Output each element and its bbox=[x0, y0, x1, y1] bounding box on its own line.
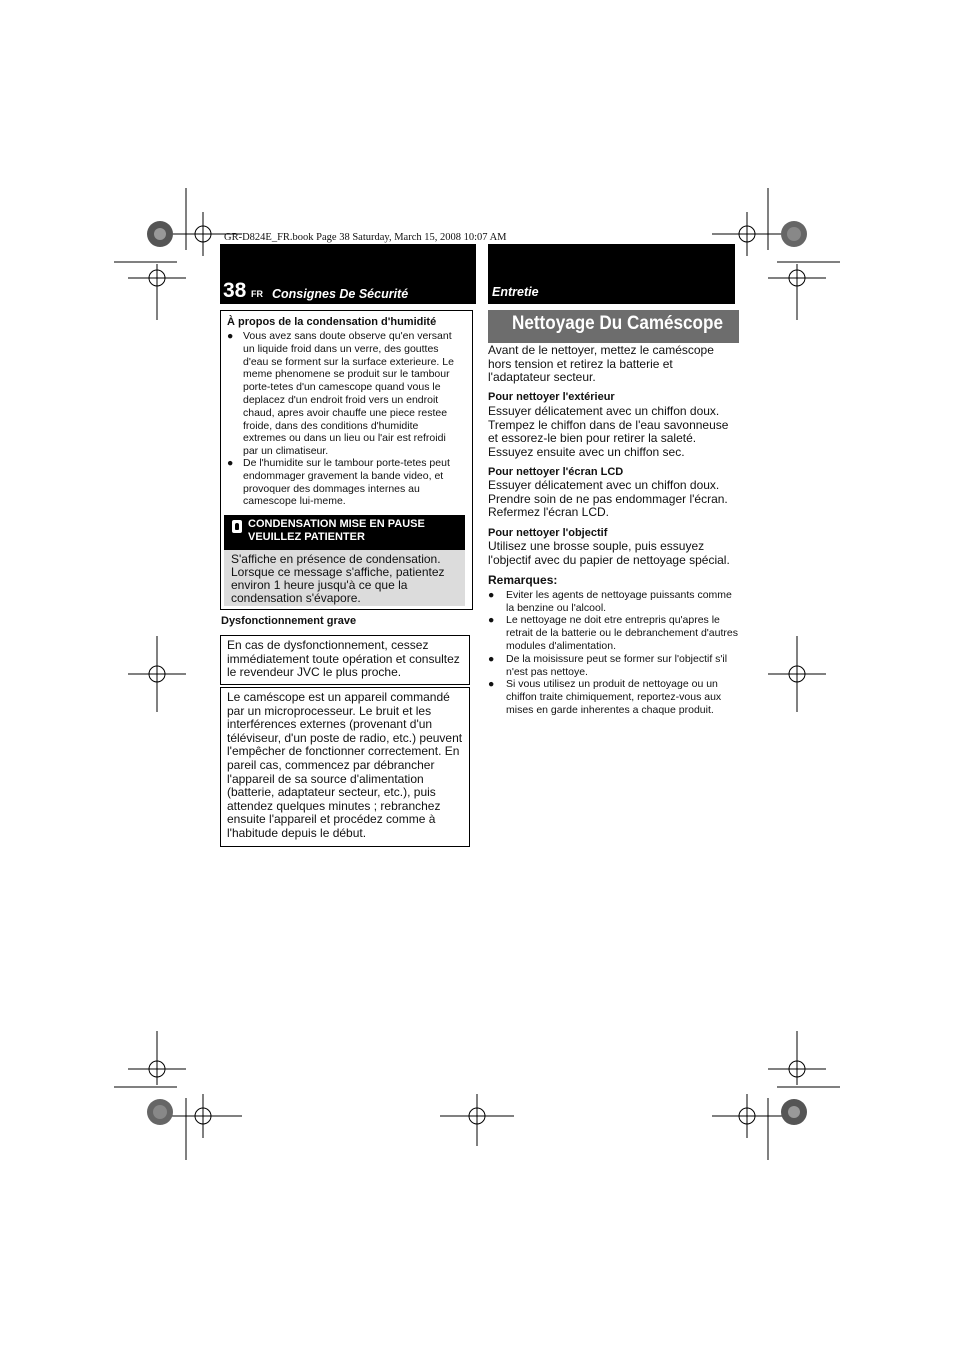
right-section-bar bbox=[488, 244, 735, 304]
list-item: ● Vous avez sans doute observe qu'en versant un liquide froid dans un verre, des gouttes d'eau se forment sur la surface exterieure. Le meme phenomene se produit sur le tambour porte-tetes d'un camescope quand vous le deplacez d'un endroit froid vers un endroit chaud, apres avoir chauffe une piece restee froide, dans des conditions d'humidite extremes ou dans un lieu ou l'air est refroidi par un climatiseur. bbox=[227, 330, 454, 458]
bullet-icon: ● bbox=[227, 457, 234, 469]
language-code: FR bbox=[251, 289, 263, 299]
section-title-left: Consignes De Sécurité bbox=[272, 287, 409, 301]
notice-body-text: S'affiche en présence de condensation. Lorsque ce message s'affiche, patientez environ 1 heure jusqu'à ce que la condensation s'évapore. bbox=[231, 552, 445, 605]
list-item: ● De l'humidite sur le tambour porte-tetes peut endommager gravement la bande video, et provoquer des dommages internes au camescope lui-meme. bbox=[227, 457, 450, 508]
section-title-right: Entretie bbox=[492, 285, 539, 299]
exterior-text: Essuyer délicatement avec un chiffon doux. Trempez le chiffon dans de l'eau savonneuse et essorez-le bien pour retirer la saleté. Essuyez ensuite avec un chiffon sec. bbox=[488, 404, 729, 459]
condensation-box bbox=[220, 310, 473, 610]
cleaning-intro: Avant de le nettoyer, mettez le caméscope hors tension et retirez la batterie et l'adaptateur secteur. bbox=[488, 343, 714, 385]
notice-title-line-2: VEUILLEZ PATIENTER bbox=[248, 531, 365, 543]
lcd-heading: Pour nettoyer l'écran LCD bbox=[488, 466, 624, 478]
notice-title-line-1: CONDENSATION MISE EN PAUSE bbox=[248, 518, 425, 530]
page-title: Nettoyage Du Caméscope bbox=[512, 313, 723, 334]
list-item: ● Le nettoyage ne doit etre entrepris qu'apres le retrait de la batterie ou le debranchement d'autres modules d'alimentation. bbox=[488, 614, 738, 652]
malfunction-text-2: Le caméscope est un appareil commandé par un microprocesseur. Le bruit et les interférences externes (provenant d'un téléviseur, d'un poste de radio, etc.) peuvent l'empêcher de fonctionner correctement. En pareil cas, commencez par débrancher l'appareil de sa source d'alimentation (batterie, adaptateur secteur, etc.), puis attendez quelques minutes ; rebranchez ensuite l'appareil et procédez comme à l'habitude depuis le début. bbox=[227, 690, 463, 840]
drop-warning-icon bbox=[232, 520, 242, 533]
lcd-text: Essuyer délicatement avec un chiffon doux. Prendre soin de ne pas endommager l'écran. Refermez l'écran LCD. bbox=[488, 478, 728, 520]
list-item: ● De la moisissure peut se former sur l'objectif s'il n'est pas nettoye. bbox=[488, 653, 728, 678]
bullet-icon: ● bbox=[488, 653, 495, 665]
malfunction-text-1: En cas de dysfonctionnement, cessez immédiatement toute opération et consultez le revendeur JVC le plus proche. bbox=[227, 638, 460, 680]
page-number: 38 bbox=[223, 279, 247, 302]
malfunction-box-1 bbox=[220, 635, 470, 685]
malfunction-box-2 bbox=[220, 687, 470, 847]
file-header-line: GR-D824E_FR.book Page 38 Saturday, March 15, 2008 10:07 AM bbox=[224, 232, 507, 243]
condensation-title: À propos de la condensation d'humidité bbox=[227, 316, 437, 328]
bullet-icon: ● bbox=[227, 330, 234, 342]
exterior-heading: Pour nettoyer l'extérieur bbox=[488, 391, 615, 403]
bullet-icon: ● bbox=[488, 589, 495, 601]
bullet-icon: ● bbox=[488, 678, 495, 690]
malfunction-heading: Dysfonctionnement grave bbox=[221, 615, 357, 627]
bullet-icon: ● bbox=[488, 614, 495, 626]
lens-heading: Pour nettoyer l'objectif bbox=[488, 527, 608, 539]
remarks-heading: Remarques: bbox=[488, 573, 558, 587]
lens-text: Utilisez une brosse souple, puis essuyez l'objectif avec du papier de nettoyage spécial. bbox=[488, 539, 730, 567]
list-item: ● Eviter les agents de nettoyage puissants comme la benzine ou l'alcool. bbox=[488, 589, 732, 614]
condensation-notice-body bbox=[224, 550, 465, 606]
condensation-notice-header bbox=[224, 515, 465, 550]
cleaning-title-bar bbox=[488, 310, 739, 343]
left-section-bar bbox=[220, 244, 476, 304]
list-item: ● Si vous utilisez un produit de nettoyage ou un chiffon traite chimiquement, reportez-vous aux mises en garde inherentes a chaque produit. bbox=[488, 678, 722, 716]
